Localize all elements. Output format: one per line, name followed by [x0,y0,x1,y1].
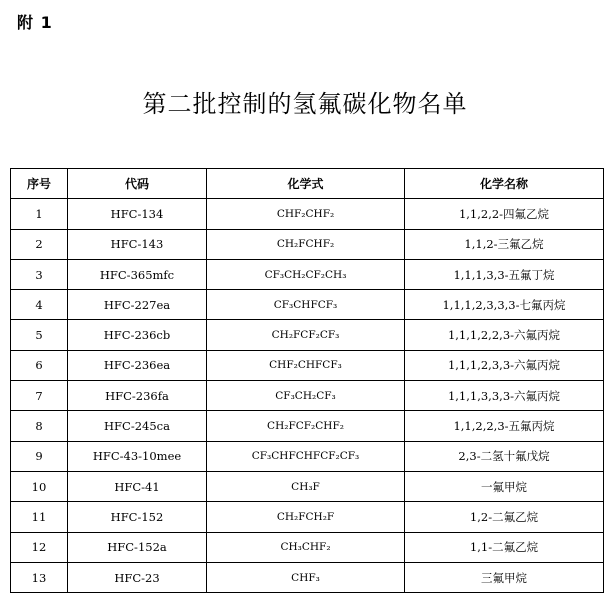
row-chemical-name: 三氟甲烷 [405,562,604,592]
row-chemical-name: 1,1,1,2,3,3,3-七氟丙烷 [405,290,604,320]
row-code: HFC-227ea [68,290,207,320]
table-row [11,229,604,259]
row-chemical-formula: CF₃CH₂CF₃ [207,381,405,411]
row-chemical-name: 1,1,2,2-四氟乙烷 [405,199,604,229]
row-serial-number: 10 [11,471,68,501]
row-chemical-formula: CH₂FCF₂CHF₂ [207,411,405,441]
row-chemical-name: 1,1,1,3,3-五氟丁烷 [405,259,604,289]
row-serial-number: 7 [11,381,68,411]
row-code: HFC-236fa [68,381,207,411]
table-row [11,259,604,289]
row-code: HFC-134 [68,199,207,229]
row-chemical-name: 1,1,1,2,2,3-六氟丙烷 [405,320,604,350]
table-row [11,532,604,562]
row-code: HFC-365mfc [68,259,207,289]
row-serial-number: 8 [11,411,68,441]
row-chemical-formula: CHF₃ [207,562,405,592]
row-chemical-formula: CHF₂CHFCF₃ [207,350,405,380]
row-chemical-formula: CH₂FCF₂CF₃ [207,320,405,350]
row-code: HFC-236ea [68,350,207,380]
table-row [11,350,604,380]
row-code: HFC-152a [68,532,207,562]
row-chemical-name: 1,1,2-三氟乙烷 [405,229,604,259]
header-code: 代码 [68,169,207,199]
row-serial-number: 4 [11,290,68,320]
table-row [11,199,604,229]
row-code: HFC-41 [68,471,207,501]
table-body [11,199,604,593]
row-code: HFC-152 [68,502,207,532]
table-row [11,411,604,441]
row-serial-number: 12 [11,532,68,562]
table-row [11,562,604,592]
row-serial-number: 6 [11,350,68,380]
row-chemical-formula: CHF₂CHF₂ [207,199,405,229]
row-chemical-name: 1,1,2,2,3-五氟丙烷 [405,411,604,441]
row-serial-number: 9 [11,441,68,471]
row-chemical-formula: CH₃F [207,471,405,501]
row-code: HFC-43-10mee [68,441,207,471]
header-chemical-formula: 化学式 [207,169,405,199]
header-serial-number: 序号 [11,169,68,199]
row-code: HFC-236cb [68,320,207,350]
row-code: HFC-143 [68,229,207,259]
row-serial-number: 5 [11,320,68,350]
table-row [11,381,604,411]
row-chemical-formula: CH₃CHF₂ [207,532,405,562]
header-chemical-name: 化学名称 [405,169,604,199]
row-chemical-name: 1,2-二氟乙烷 [405,502,604,532]
table-row [11,471,604,501]
row-chemical-formula: CH₂FCH₂F [207,502,405,532]
row-chemical-formula: CF₃CHFCHFCF₂CF₃ [207,441,405,471]
row-serial-number: 11 [11,502,68,532]
attachment-label: 附 1 [17,13,53,32]
document-title: 第二批控制的氢氟碳化物名单 [142,90,468,118]
row-chemical-name: 2,3-二氢十氟戊烷 [405,441,604,471]
table-header-row [11,169,604,199]
row-chemical-name: 一氟甲烷 [405,471,604,501]
row-chemical-formula: CH₂FCHF₂ [207,229,405,259]
table-row [11,502,604,532]
table-row [11,320,604,350]
table-row [11,290,604,320]
table-row [11,441,604,471]
row-chemical-formula: CF₃CH₂CF₂CH₃ [207,259,405,289]
row-chemical-name: 1,1-二氟乙烷 [405,532,604,562]
row-serial-number: 13 [11,562,68,592]
row-serial-number: 1 [11,199,68,229]
row-code: HFC-245ca [68,411,207,441]
row-code: HFC-23 [68,562,207,592]
hfc-list-table [10,168,604,593]
row-chemical-formula: CF₃CHFCF₃ [207,290,405,320]
row-chemical-name: 1,1,1,2,3,3-六氟丙烷 [405,350,604,380]
row-serial-number: 2 [11,229,68,259]
row-serial-number: 3 [11,259,68,289]
row-chemical-name: 1,1,1,3,3,3-六氟丙烷 [405,381,604,411]
